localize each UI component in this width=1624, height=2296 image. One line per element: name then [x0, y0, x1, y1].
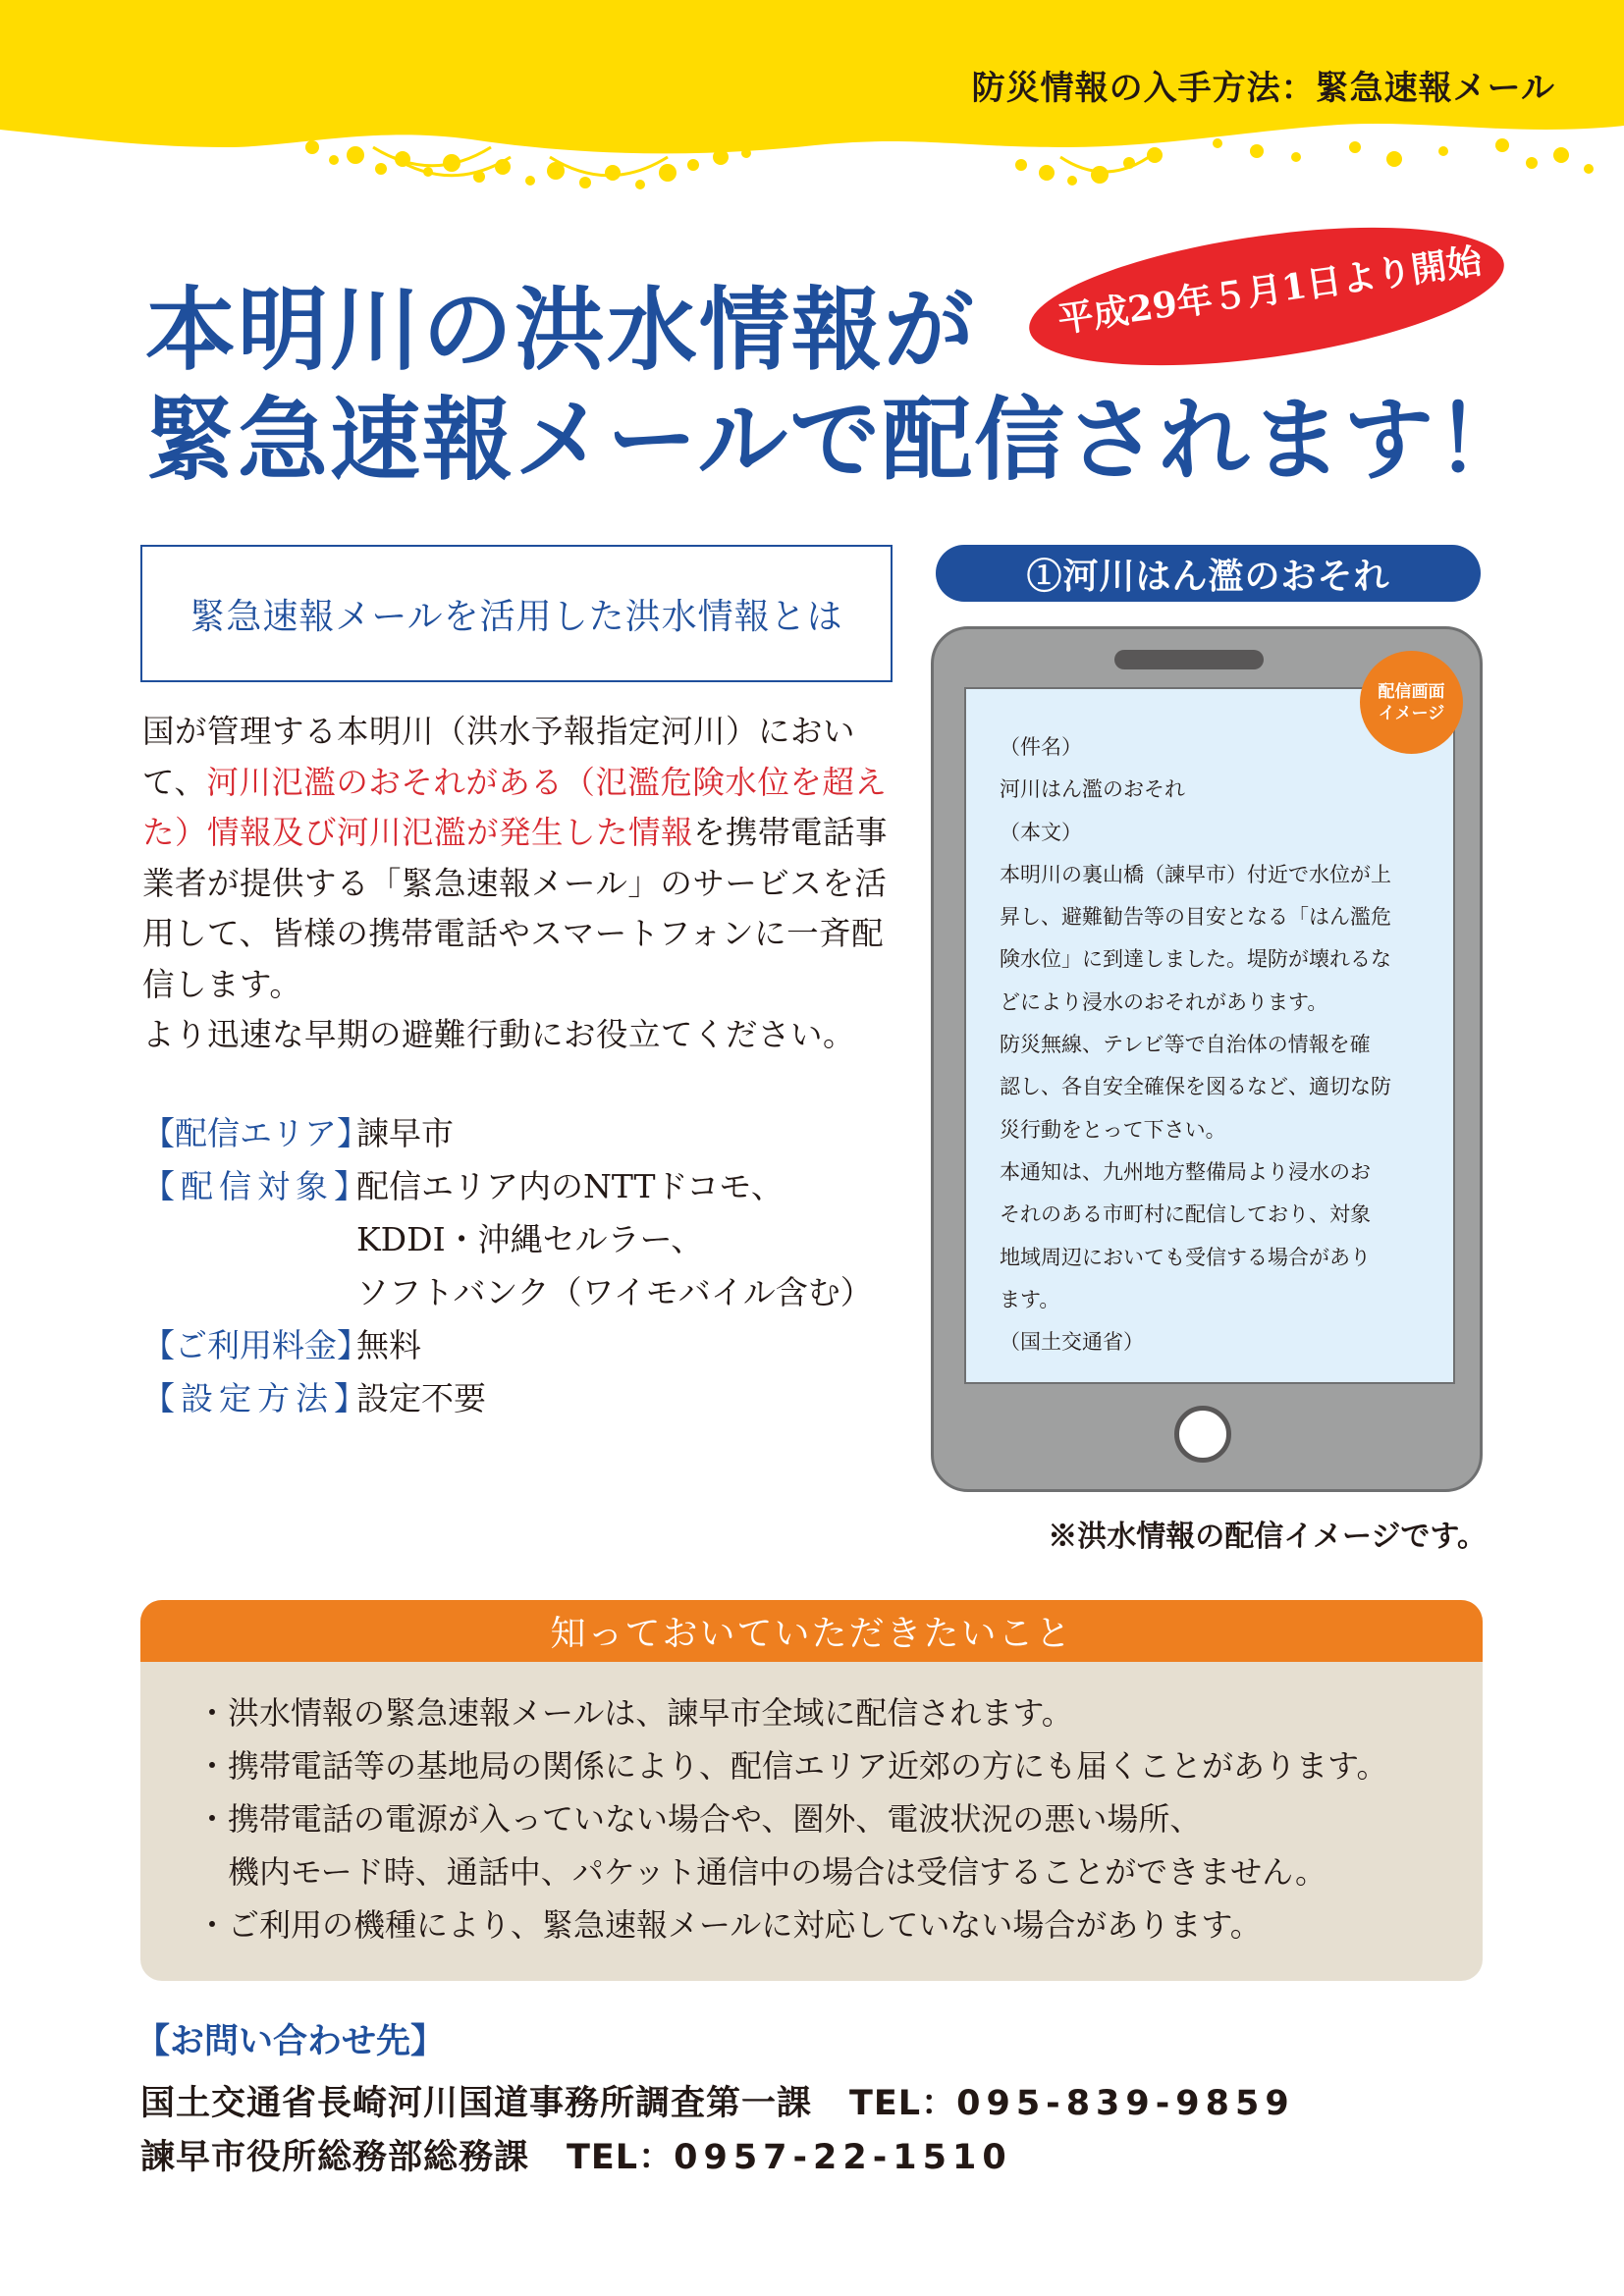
screen-line: ます。 [1000, 1287, 1060, 1311]
headline-line2: 緊急速報メールで配信されます！ [145, 387, 1529, 493]
screen-line: 本明川の裏山橋（諫早市）付近で水位が上 [1000, 862, 1391, 886]
spec-setup [142, 1372, 873, 1425]
spec-fee-value: 無料 [356, 1326, 421, 1364]
intro-paragraph-2: より迅速な早期の避難行動にお役立てください。 [142, 1016, 856, 1053]
intro-paragraph-1 [142, 707, 903, 1010]
headline-line1: 本明川の洪水情報が [145, 277, 977, 383]
contact-line-2 [140, 2130, 1012, 2179]
screen-line: 防災無線、テレビ等で自治体の情報を確 [1000, 1033, 1371, 1057]
phone-title-text: ①河川はん濫のおそれ [1026, 555, 1390, 597]
intro-box-title: 緊急速報メールを活用した洪水情報とは [189, 596, 843, 637]
spec-area [142, 1107, 873, 1160]
screen-line: （件名） [1000, 735, 1082, 759]
spec-fee-label: 【ご利用料金】 [142, 1326, 369, 1364]
notice-item: ・ご利用の機種により、緊急速報メールに対応していない場合があります。 [196, 1906, 1262, 1944]
notice-item: ・洪水情報の緊急速報メールは、諫早市全域に配信されます。 [196, 1694, 1073, 1732]
spec-target [142, 1160, 873, 1213]
screen-line: 災行動をとって下さい。 [1000, 1117, 1226, 1142]
spec-fee [142, 1319, 873, 1372]
spec-target-value-2: KDDI・沖縄セルラー、 [356, 1220, 704, 1258]
notice-item: ・携帯電話等の基地局の関係により、配信エリア近郊の方にも届くことがあります。 [196, 1747, 1388, 1785]
contact-tel-label-1: TEL： [849, 2084, 957, 2123]
contact-label: 【お問い合わせ先】 [135, 2021, 446, 2061]
screen-line: 険水位」に到達しました。堤防が壊れるな [1000, 947, 1391, 972]
notice-box-title: 知っておいていただきたいこと [550, 1614, 1073, 1654]
phone-caption-note: ※洪水情報の配信イメージです。 [1048, 1520, 1487, 1554]
spec-area-label: 【配信エリア】 [142, 1114, 369, 1152]
contact-org-1: 国土交通省長崎河川国道事務所調査第一課 [140, 2084, 813, 2123]
spec-setup-value: 設定不要 [356, 1379, 486, 1417]
screen-line: 地域周辺においても受信する場合があり [1000, 1245, 1371, 1269]
screen-line: 認し、各自安全確保を図るなど、適切な防 [1000, 1075, 1391, 1099]
notice-list [196, 1686, 1387, 1951]
spec-target-value-1: 配信エリア内のNTTドコモ、 [356, 1167, 784, 1205]
contact-tel-1[interactable]: 095-839-9859 [956, 2084, 1295, 2123]
intro-text-highlight: 河川氾濫のおそれがある（氾濫危険水位を超えた）情報及び河川氾濫が発生した情報 [142, 763, 888, 851]
header-band [0, 0, 1624, 226]
phone-speaker-icon [1114, 650, 1264, 669]
notice-item: ・携帯電話の電源が入っていない場合や、圏外、電波状況の悪い場所、 [196, 1800, 1202, 1838]
contact-tel-2[interactable]: 0957-22-1510 [674, 2138, 1012, 2177]
spec-area-value: 諫早市 [356, 1114, 454, 1152]
notice-box-header [140, 1600, 1483, 1662]
notice-item: 機内モード時、通話中、パケット通信中の場合は受信することができません。 [196, 1853, 1327, 1891]
delivery-specs [142, 1107, 873, 1425]
screen-line: （本文） [1000, 820, 1082, 844]
phone-screen-message [1000, 726, 1432, 1363]
phone-title-pill [936, 545, 1481, 602]
screen-image-badge [1360, 651, 1463, 754]
header-topline: 防災情報の入手方法：緊急速報メール [971, 69, 1555, 108]
intro-text-a: 国が管理する本明川（洪水予報指定河川）において、 [142, 713, 856, 801]
spec-target-value-3: ソフトバンク（ワイモバイル含む） [356, 1273, 873, 1311]
screen-line: （国土交通省） [1000, 1330, 1144, 1355]
contact-line-1 [140, 2076, 1295, 2125]
screen-line: 河川はん濫のおそれ [1000, 777, 1185, 802]
spec-target-label: 【配信対象】 [142, 1167, 372, 1205]
contact-tel-label-2: TEL： [567, 2138, 675, 2177]
screen-image-badge-line2: イメージ [1378, 703, 1445, 723]
screen-line: それのある市町村に配信しており、対象 [1000, 1202, 1371, 1227]
phone-home-button-icon [1174, 1406, 1231, 1463]
screen-image-badge-line1: 配信画面 [1378, 681, 1445, 702]
screen-line: 昇し、避難勧告等の目安となる「はん濫危 [1000, 905, 1391, 930]
spec-setup-label: 【設定方法】 [142, 1379, 372, 1417]
date-badge-text: 平成29年５月1日より開始 [1055, 240, 1485, 342]
intro-text-b: を携帯電話事業者が提供する「緊急速報メール」のサービスを活用して、皆様の携帯電話やスマートフォンに一斉配信します。 [142, 814, 889, 1003]
contact-org-2: 諫早市役所総務部総務課 [140, 2138, 530, 2177]
screen-line: どにより浸水のおそれがあります。 [1000, 989, 1328, 1014]
splash-waves [373, 147, 1149, 176]
intro-body [142, 707, 903, 1061]
intro-box [140, 545, 893, 682]
screen-line: 本通知は、九州地方整備局より浸水のお [1000, 1159, 1371, 1184]
